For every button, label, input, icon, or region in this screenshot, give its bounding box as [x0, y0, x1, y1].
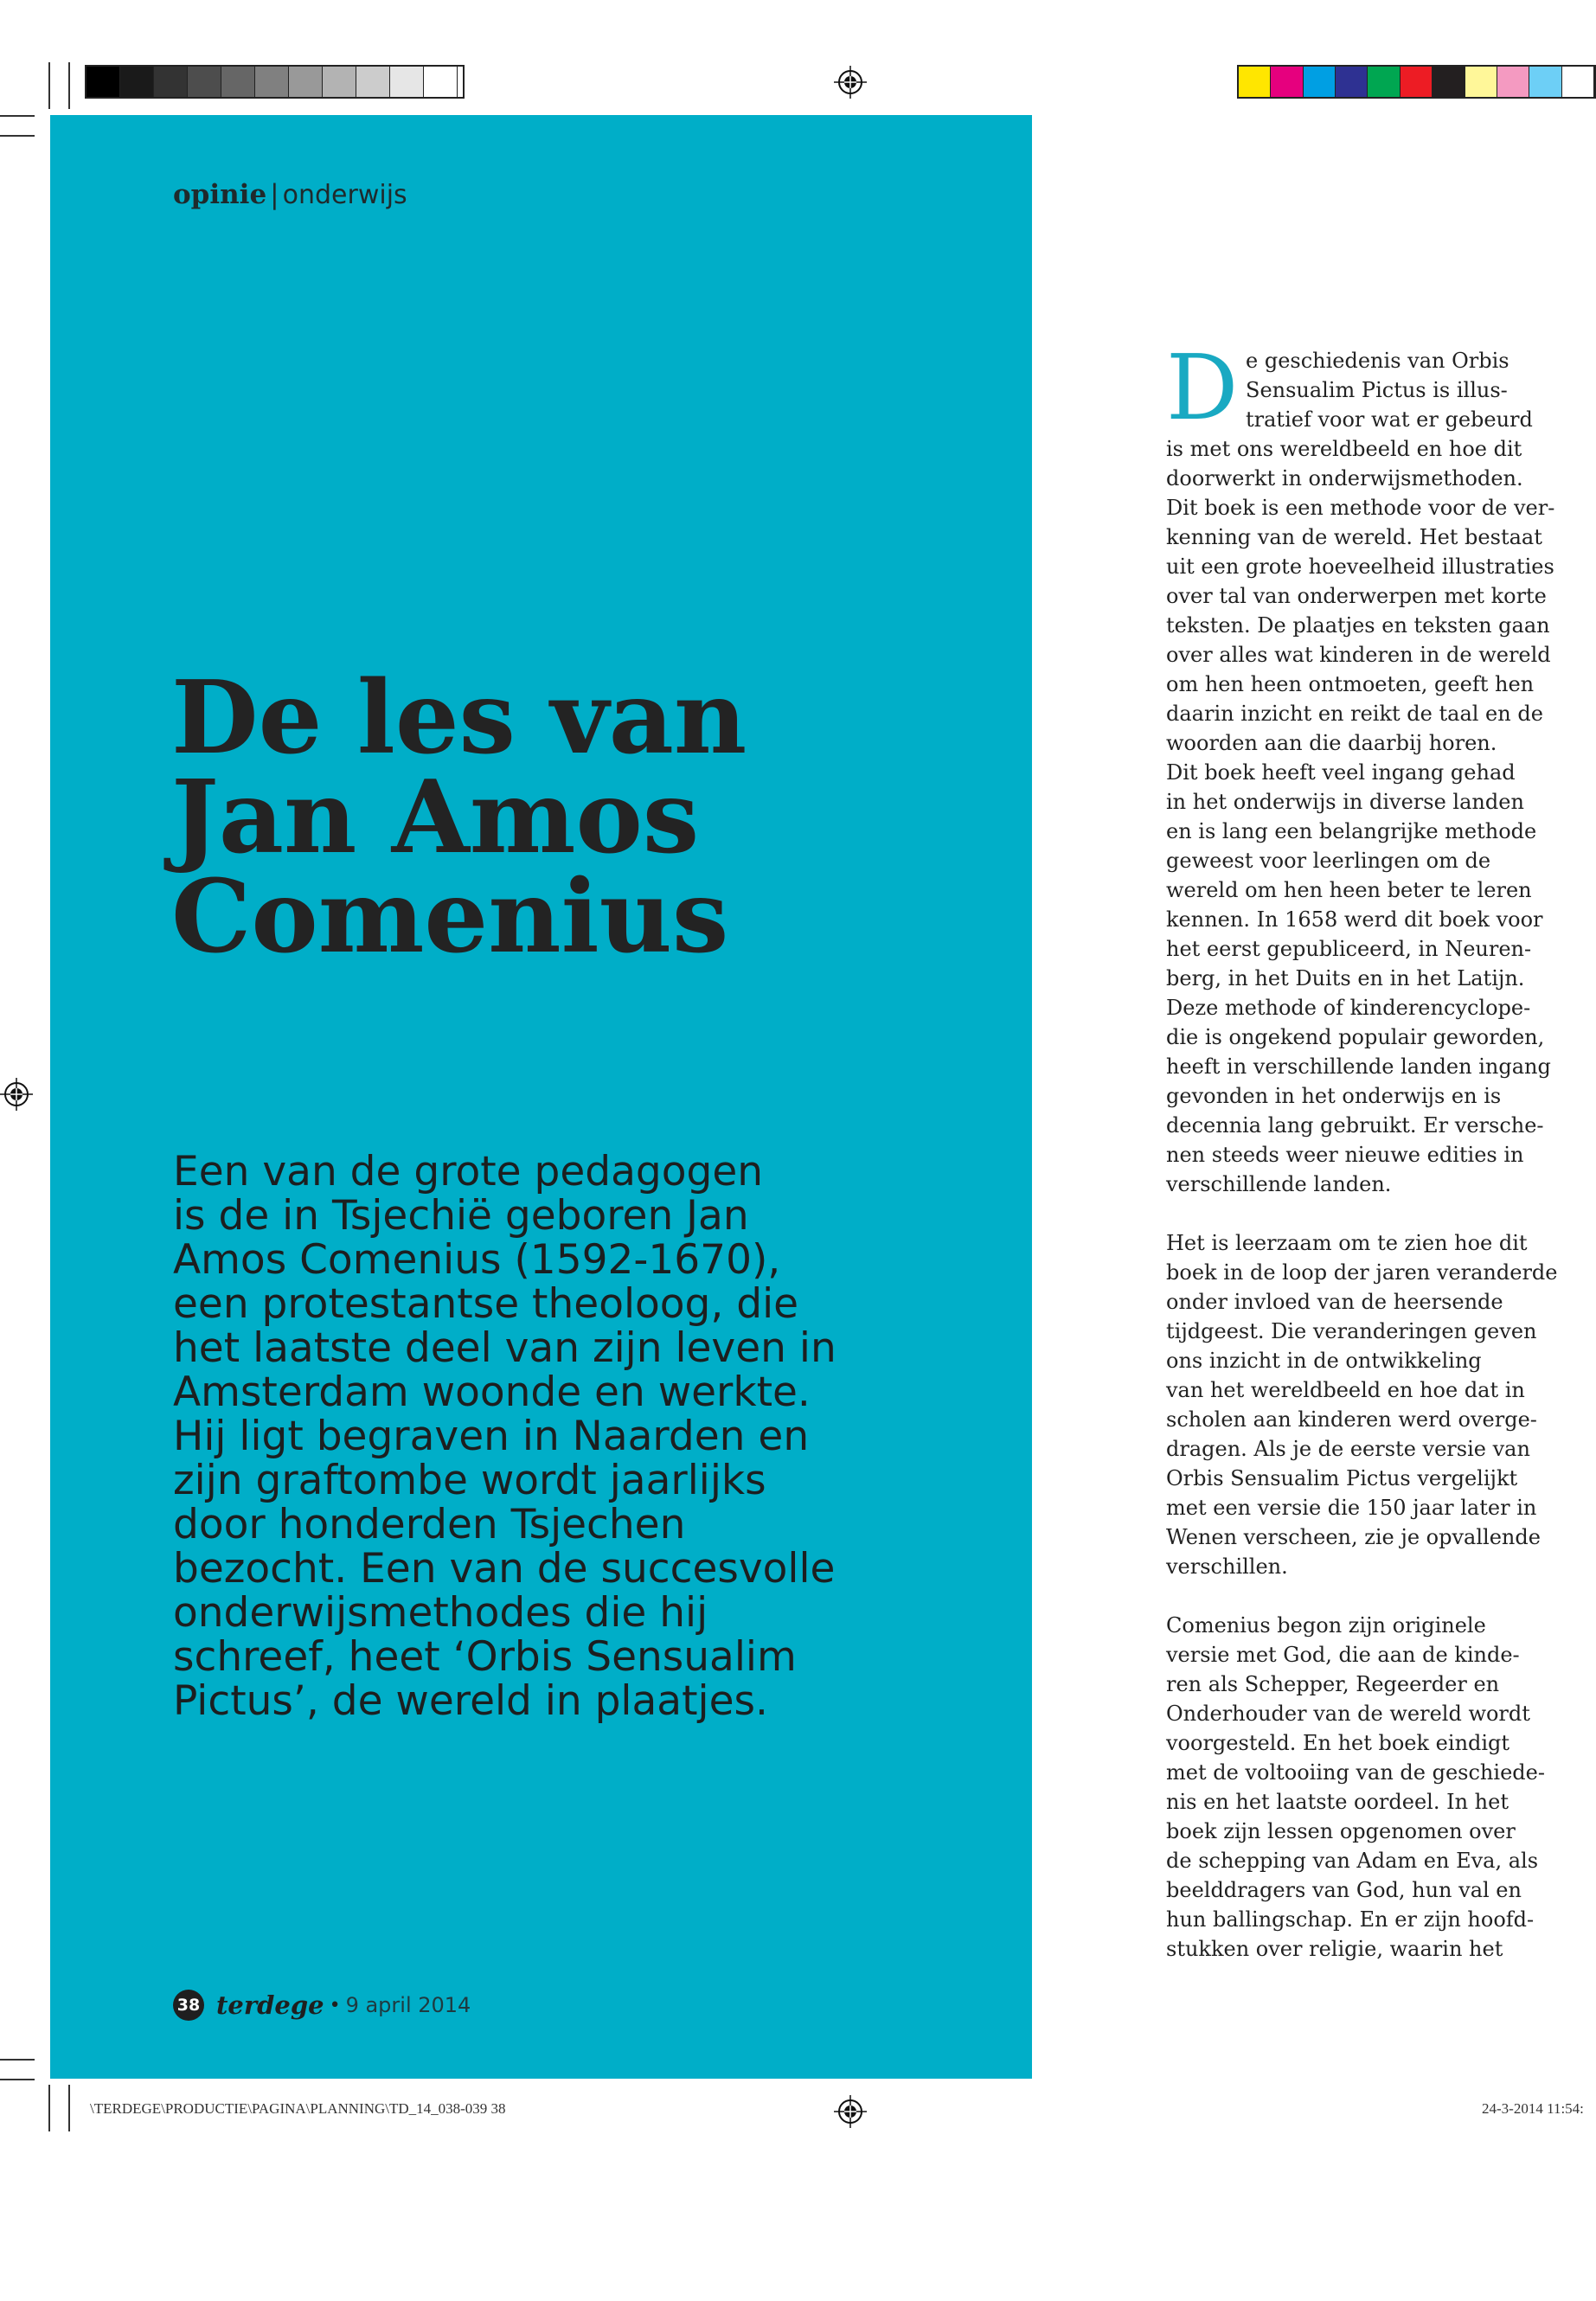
text-line: van het wereldbeeld en hoe dat in	[1166, 1378, 1525, 1402]
text-line: Wenen verscheen, zie je opvallende	[1166, 1525, 1541, 1549]
text-line: wereld om hen heen beter te leren	[1166, 878, 1532, 902]
text-line: nen steeds weer nieuwe edities in	[1166, 1143, 1524, 1167]
text-line: onder invloed van de heersende	[1166, 1290, 1503, 1314]
text-line: teksten. De plaatjes en teksten gaan	[1166, 613, 1550, 638]
gray-swatch	[221, 67, 255, 97]
file-path-slug: \TERDEGE\PRODUCTIE\PAGINA\PLANNING\TD_14_038-039 38	[90, 2100, 506, 2117]
crop-mark	[48, 2085, 50, 2131]
drop-cap: D	[1166, 335, 1239, 440]
intro-line: bezocht. Een van de succesvolle	[173, 1545, 836, 1593]
crop-mark	[68, 2085, 70, 2131]
gray-swatch	[120, 67, 154, 97]
section-separator: |	[270, 179, 279, 210]
color-swatch	[1336, 67, 1368, 97]
body-paragraph	[1166, 335, 1555, 1199]
registration-mark-icon	[834, 66, 867, 99]
text-line: over tal van onderwerpen met korte	[1166, 584, 1547, 608]
text-line: ren als Schepper, Regeerder en	[1166, 1672, 1500, 1696]
intro-line: Amos Comenius (1592-1670),	[173, 1236, 781, 1284]
text-line: het eerst gepubliceerd, in Neuren-	[1166, 937, 1532, 961]
text-line: Deze methode of kinderencyclope-	[1166, 996, 1531, 1020]
text-line: over alles wat kinderen in de wereld	[1166, 643, 1551, 667]
text-line: Dit boek heeft veel ingang gehad	[1166, 760, 1516, 785]
color-swatch	[1271, 67, 1303, 97]
gray-swatch	[323, 67, 356, 97]
text-line: stukken over religie, waarin het	[1166, 1937, 1503, 1961]
footer-bullet: •	[329, 1994, 341, 2016]
gray-swatch	[356, 67, 390, 97]
text-line: beelddragers van God, hun val en	[1166, 1878, 1522, 1902]
intro-line: Een van de grote pedagogen	[173, 1148, 764, 1195]
text-line: Sensualim Pictus is illus-	[1246, 378, 1508, 402]
color-calibration-bar	[1237, 65, 1596, 99]
body-paragraph	[1166, 1611, 1545, 1964]
dropcap-block	[1166, 335, 1533, 440]
color-swatch	[1401, 67, 1433, 97]
gray-swatch	[390, 67, 424, 97]
text-line: gevonden in het onderwijs en is	[1166, 1084, 1502, 1108]
intro-line: door honderden Tsjechen	[173, 1501, 686, 1548]
text-line: de schepping van Adam en Eva, als	[1166, 1849, 1539, 1873]
article-headline	[171, 659, 950, 976]
gray-swatch	[255, 67, 289, 97]
text-line: Comenius begon zijn originele	[1166, 1613, 1486, 1638]
gray-swatch	[188, 67, 221, 97]
color-swatch	[1529, 67, 1561, 97]
crop-mark	[0, 2079, 35, 2080]
text-line: uit een grote hoeveelheid illustraties	[1166, 554, 1554, 579]
gray-swatch	[87, 67, 120, 97]
text-line: Orbis Sensualim Pictus vergelijkt	[1166, 1466, 1518, 1490]
article-intro	[173, 1150, 952, 1723]
text-line: tijdgeest. Die veranderingen geven	[1166, 1319, 1537, 1343]
text-line: kennen. In 1658 werd dit boek voor	[1166, 907, 1543, 932]
article-body	[1166, 335, 1558, 1993]
publication-logo: terdege	[216, 1990, 324, 2020]
page-number: 38	[173, 1990, 204, 2021]
text-line: boek zijn lessen opgenomen over	[1166, 1819, 1516, 1843]
text-line: heeft in verschillende landen ingang	[1166, 1054, 1551, 1079]
text-line: nis en het laatste oordeel. In het	[1166, 1790, 1509, 1814]
headline-line: Jan Amos	[171, 759, 700, 876]
intro-line: Amsterdam woonde en werkte.	[173, 1368, 811, 1416]
intro-line: een protestantse theoloog, die	[173, 1280, 799, 1328]
headline-line: Comenius	[171, 858, 729, 976]
color-swatch	[1562, 67, 1594, 97]
text-line: woorden aan die daarbij horen.	[1166, 731, 1497, 755]
color-swatch	[1465, 67, 1497, 97]
text-line: is met ons wereldbeeld en hoe dit	[1166, 437, 1522, 461]
text-line: versie met God, die aan de kinde-	[1166, 1643, 1520, 1667]
text-line: daarin inzicht en reikt de taal en de	[1166, 702, 1543, 726]
page-footer	[173, 1990, 471, 2021]
crop-mark	[0, 135, 35, 137]
crop-mark	[48, 62, 50, 109]
issue-date: 9 april 2014	[345, 1993, 471, 2017]
intro-line: schreef, heet ‘Orbis Sensualim	[173, 1633, 797, 1681]
section-label	[173, 179, 407, 210]
gray-swatch	[424, 67, 458, 97]
text-line: ons inzicht in de ontwikkeling	[1166, 1349, 1482, 1373]
text-line: kenning van de wereld. Het bestaat	[1166, 525, 1542, 549]
text-line: verschillen.	[1166, 1554, 1288, 1579]
color-swatch	[1304, 67, 1336, 97]
intro-line: Hij ligt begraven in Naarden en	[173, 1413, 810, 1460]
text-line: om hen heen ontmoeten, geeft hen	[1166, 672, 1535, 696]
registration-mark-icon	[0, 1078, 33, 1111]
text-line: hun ballingschap. En er zijn hoofd-	[1166, 1907, 1535, 1932]
text-line: die is ongekend populair geworden,	[1166, 1025, 1545, 1049]
text-line: dragen. Als je de eerste versie van	[1166, 1437, 1530, 1461]
text-line: tratief voor wat er gebeurd	[1246, 407, 1533, 432]
crop-mark	[0, 115, 35, 117]
section-topic: onderwijs	[282, 180, 407, 210]
color-swatch	[1239, 67, 1271, 97]
text-line: e geschiedenis van Orbis	[1246, 349, 1509, 373]
intro-line: onderwijsmethodes die hij	[173, 1589, 708, 1637]
text-line: Dit boek is een methode voor de ver-	[1166, 496, 1555, 520]
body-paragraph	[1166, 1228, 1558, 1581]
text-line: scholen aan kinderen werd overge-	[1166, 1407, 1537, 1432]
intro-line: Pictus’, de wereld in plaatjes.	[173, 1677, 768, 1725]
text-line: geweest voor leerlingen om de	[1166, 849, 1491, 873]
color-swatch	[1497, 67, 1529, 97]
intro-line: zijn graftombe wordt jaarlijks	[173, 1457, 766, 1504]
text-line: doorwerkt in onderwijsmethoden.	[1166, 466, 1523, 490]
section-name: opinie	[173, 179, 267, 210]
color-swatch	[1433, 67, 1465, 97]
gray-swatch	[289, 67, 323, 97]
title-panel	[50, 115, 1032, 2079]
gray-calibration-bar	[85, 65, 465, 99]
headline-line: De les van	[171, 659, 747, 777]
crop-mark	[68, 62, 70, 109]
gray-swatch	[154, 67, 188, 97]
print-timestamp: 24-3-2014 11:54:	[1482, 2100, 1584, 2117]
text-line: met een versie die 150 jaar later in	[1166, 1496, 1537, 1520]
intro-line: is de in Tsjechië geboren Jan	[173, 1192, 749, 1240]
text-line: Het is leerzaam om te zien hoe dit	[1166, 1231, 1528, 1255]
text-line: en is lang een belangrijke methode	[1166, 819, 1537, 843]
text-line: met de voltooiing van de geschiede-	[1166, 1760, 1545, 1785]
registration-mark-icon	[834, 2095, 867, 2128]
text-line: boek in de loop der jaren veranderde	[1166, 1260, 1558, 1285]
intro-line: het laatste deel van zijn leven in	[173, 1324, 836, 1372]
text-line: verschillende landen.	[1166, 1172, 1392, 1196]
text-line: Onderhouder van de wereld wordt	[1166, 1702, 1530, 1726]
crop-mark	[0, 2059, 35, 2061]
color-swatch	[1368, 67, 1400, 97]
text-line: voorgesteld. En het boek eindigt	[1166, 1731, 1510, 1755]
text-line: berg, in het Duits en in het Latijn.	[1166, 966, 1525, 990]
text-line: decennia lang gebruikt. Er versche-	[1166, 1113, 1544, 1138]
text-line: in het onderwijs in diverse landen	[1166, 790, 1524, 814]
